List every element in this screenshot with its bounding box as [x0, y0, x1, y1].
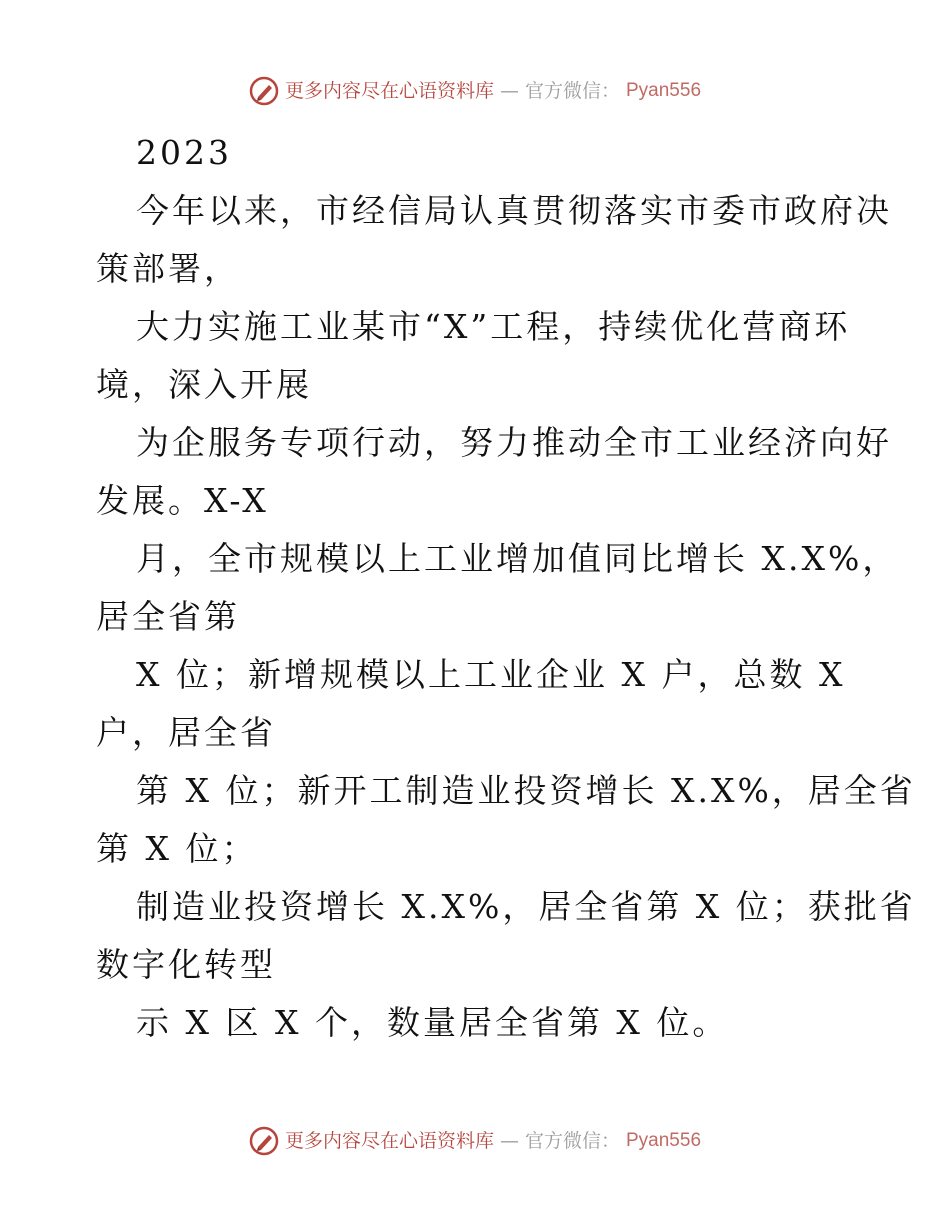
- pen-logo-icon: [249, 76, 279, 106]
- watermark-main-text: 更多内容尽在心语资料库: [284, 80, 494, 102]
- doc-line: 户，居全省: [96, 713, 276, 752]
- watermark-sub-text: 官方微信：: [524, 1130, 620, 1152]
- doc-line: 大力实施工业某市“X”工程，持续优化营商环: [136, 307, 851, 346]
- watermark-main-text: 更多内容尽在心语资料库: [284, 1130, 494, 1152]
- doc-line: 居全省第: [96, 597, 240, 636]
- doc-line: 今年以来，市经信局认真贯彻落实市委市政府决: [136, 191, 892, 230]
- watermark-sub-text: 官方微信：: [524, 80, 620, 102]
- document-body: [96, 124, 916, 1052]
- doc-line: 示 X 区 X 个，数量居全省第 X 位。: [136, 1003, 729, 1042]
- doc-line: 境，深入开展: [96, 365, 312, 404]
- watermark-wechat-id: Pyan556: [626, 80, 702, 101]
- doc-line: 月，全市规模以上工业增加值同比增长 X.X%，: [136, 539, 899, 578]
- doc-line-year: 2023: [136, 133, 232, 172]
- doc-line: 发展。X-X: [96, 481, 269, 520]
- doc-line: 第 X 位；新开工制造业投资增长 X.X%，居全省: [136, 771, 916, 810]
- doc-line: X 位；新增规模以上工业企业 X 户，总数 X: [136, 655, 846, 694]
- doc-line: 策部署，: [96, 249, 240, 288]
- doc-line: 制造业投资增长 X.X%，居全省第 X 位；获批省: [136, 887, 916, 926]
- doc-line: 数字化转型: [96, 945, 276, 984]
- footer-watermark: [0, 1126, 950, 1156]
- doc-line: 第 X 位；: [96, 829, 258, 868]
- watermark-dash: —: [499, 80, 519, 102]
- watermark-dash: —: [499, 1130, 519, 1152]
- doc-line: 为企服务专项行动，努力推动全市工业经济向好: [136, 423, 892, 462]
- watermark-wechat-id: Pyan556: [626, 1130, 702, 1151]
- pen-logo-icon: [249, 1126, 279, 1156]
- header-watermark: [0, 76, 950, 106]
